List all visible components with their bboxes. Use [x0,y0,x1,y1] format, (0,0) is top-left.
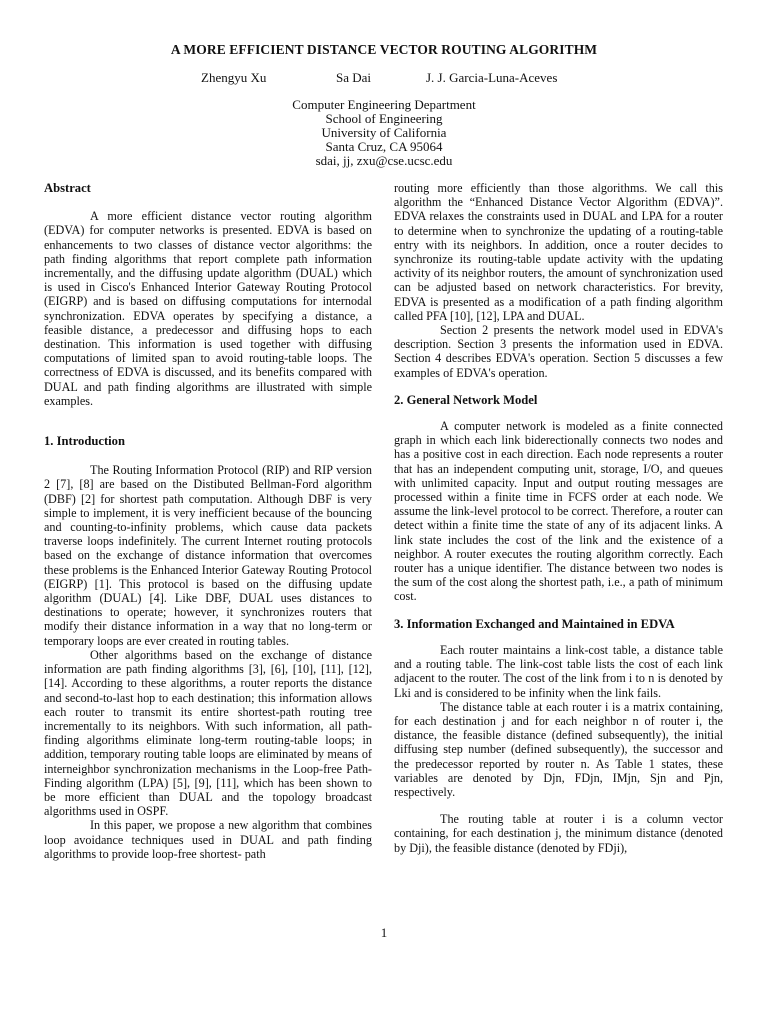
affiliation-email: sdai, jj, zxu@cse.ucsc.edu [315,153,453,168]
information-paragraph: Each router maintains a link-cost table, a distance table and a routing table. The link-cost table lists the cost of each link adjacent to the router. The cost of the link from i to n is denoted by Lki and is considered to be infinity when the link fails. [394,642,723,700]
abstract-heading: Abstract [44,181,91,195]
affiliation-school: School of Engineering [325,111,443,126]
author-name: Zhengyu Xu [201,70,267,85]
paper-title: A MORE EFFICIENT DISTANCE VECTOR ROUTING ALGORITHM [170,42,598,57]
intro-continuation-paragraph: routing more efficiently than those algorithms. We call this algorithm the “Enhanced Distance Vector Algorithm (EDVA)”. EDVA relaxes the constraints used in DUAL and LPA for a router to determine when to synchronize the updating of a routing-table entry with its neighbors. In addition, once a router decides to synchronize its routing-table update activity with the updating activity of its neighbor routers, the amount of synchronization used can be adjusted based on network characteristics. For brevity, EDVA is presented as a modification of a path finding algorithm called PFA [10], [12], LPA and DUAL. [394,181,723,323]
intro-paragraph: Other algorithms based on the exchange of distance information are path finding algorithms [3], [6], [10], [11], [12], [14]. According to these algorithms, a router reports the distance and second-to-last hop to each destination; this information allows each router to transmit its entire shortest-path routing tree incrementally to its neighbors. With such information, all path-finding algorithms eliminate long-term routing-table loops; in addition, temporary routing table loops are eliminated by means of interneighbor synchronization mechanisms in the Loop-free Path-Finding algorithm (LPA) [5], [9], [11], which has been shown to be more efficient than DUAL and the topology broadcast algorithms used in OSPF. [44,647,372,819]
author-name: Sa Dai [336,70,372,85]
author-name: J. J. Garcia-Luna-Aceves [426,70,558,85]
left-column [44,181,372,861]
intro-paragraph: The Routing Information Protocol (RIP) and RIP version 2 [7], [8] are based on the Distibuted Bellman-Ford algorithm (DBF) [2] for shortest path computation. Although DBF is very simple to implement, it is very inefficient because of the bouncing and counting-to-infinity problems, which cause data packets traverse loops indefinitely. The current Internet routing protocols based on the exchange of distance information that overcomes these problems is the Enhanced Interior Gateway Routing Protocol (EIGRP) [1]. This protocol is based on the diffusing update algorithm (DUAL) [4]. Like DBF, DUAL uses distances to destinations to operate; however, it synchronizes routers that modify their distance information in a way that no long-term or temporary loops are ever created in routing tables. [44,463,372,648]
affiliation-address: Santa Cruz, CA 95064 [325,139,443,154]
information-paragraph: The distance table at each router i is a matrix containing, for each destination j and for each neighbor n of router i, the distance, the feasible distance (defined subsequently), the initial diffusing step number (defined subsequently), the successor and the predecessor reported by router n. As Table 1 states, these variables are denoted by Djn, FDjn, IMjn, Sjn and Pjn, respectively. [394,699,723,799]
right-column [394,181,723,855]
section-heading-introduction: 1. Introduction [44,434,125,449]
section-heading-network-model: 2. General Network Model [394,392,538,407]
abstract-text: A more efficient distance vector routing algorithm (EDVA) for computer networks is presented. EDVA is based on enhancements to two classes of distance vector algorithms: the path finding algorithms that report complete path information incrementally, and the diffusing update algorithm (DUAL) which is used in Cisco's Enhanced Interior Gateway Routing Protocol (EIGRP) and is based on diffusing computations for internodal synchronization. EDVA operates by specifying a distance, a feasible distance, a predecessor and diffusing hops to each destination. This information is used together with diffusing computations of limited span to avoid routing-table loops. The correctness of EDVA is discussed, and its benefits compared with DUAL and path finding algorithms are illustrated with simple examples. [44,209,372,408]
affiliation-university: University of California [321,125,447,140]
information-paragraph: The routing table at router i is a column vector containing, for each destination j, the minimum distance (denoted by Dji), the feasible distance (denoted by FDji), [394,812,723,855]
affiliation-block [0,98,768,168]
affiliation-department: Computer Engineering Department [292,97,476,112]
outline-paragraph: Section 2 presents the network model used in EDVA's description. Section 3 presents the information used in EDVA. Section 4 describes EDVA's operation. Section 5 discusses a few examples of EDVA's operation. [394,323,723,380]
intro-paragraph: In this paper, we propose a new algorithm that combines loop avoidance techniques used in DUAL and path finding algorithms to provide loop-free shortest- path [44,818,372,861]
network-model-paragraph: A computer network is modeled as a finite connected graph in which each link biderectionally connects two nodes and has a positive cost in each direction. Each node represents a router that has an independent computing unit, storage, I/O, and queues with unlimited capacity. Input and output routing messages are processed within a finite time in FCFS order at each node. We assume the link-level protocol to be correct. Therefore, a router can detect within a finite time the state of any of its adjacent links. A link state includes the cost of the link and the existence of a neighbor. A router executes the routing algorithm correctly. Each router has a unique identifier. The distance between two nodes is the sum of the cost along the shortest path, i.e., a path of minimum cost. [394,419,723,604]
page-number: 1 [380,925,388,940]
section-heading-information-exchanged: 3. Information Exchanged and Maintained in EDVA [394,616,675,631]
